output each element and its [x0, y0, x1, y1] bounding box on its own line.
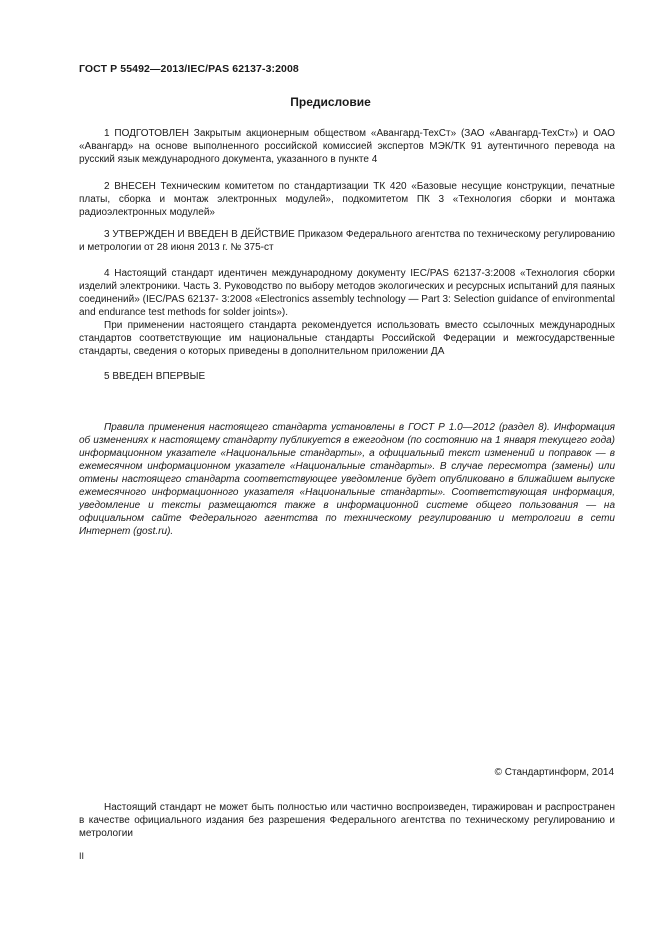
document-header: ГОСТ Р 55492—2013/IEC/PAS 62137-3:2008	[79, 63, 299, 75]
paragraph-approved: 3 УТВЕРЖДЕН И ВВЕДЕН В ДЕЙСТВИЕ Приказом Федерального агентства по техническому регулированию и метрологии от 28 июня 2013 г. № 375-ст	[79, 229, 615, 253]
paragraph-prepared-by: 1 ПОДГОТОВЛЕН Закрытым акционерным обществом «Авангард-ТехСт» (ЗАО «Авангард-ТехСт») и ОАО «Авангард» на основе выполненного российской комиссией экспертов МЭК/ТК 91 аутентичного перевода на русский язык международного документа, указанного в пункте 4	[79, 128, 615, 165]
paragraph-identical-standard: 4 Настоящий стандарт идентичен международному документу IEC/PAS 62137-3:2008 «Технология сборки изделий электроники. Часть 3. Руководство по выбору методов экологических и ресурсных испытаний для паяных соединений» (IEC/PAS 62137- 3:2008 «Electronics assembly technology — Part 3: Selection guidance of environmental and endurance test methods for solder joints»).	[79, 268, 615, 318]
copyright-line: © Стандартинформ, 2014	[494, 767, 614, 778]
paragraph-introduced-first: 5 ВВЕДЕН ВПЕРВЫЕ	[104, 371, 206, 382]
reproduction-notice: Настоящий стандарт не может быть полностью или частично воспроизведен, тиражирован и распространен в качестве официального издания без разрешения Федерального агентства по техническому регулированию и метрологии	[79, 802, 615, 839]
page-title: Предисловие	[290, 95, 371, 109]
paragraph-reference-standards: При применении настоящего стандарта рекомендуется использовать вместо ссылочных международных стандартов соответствующие им национальные стандарты Российской Федерации и межгосударственные стандарты, сведения о которых приведены в дополнительном приложении ДА	[79, 320, 615, 357]
application-rules-notice: Правила применения настоящего стандарта установлены в ГОСТ Р 1.0—2012 (раздел 8). Информация об изменениях к настоящему стандарту публикуется в ежегодном (по состоянию на 1 января текущего года) информационном указателе «Национальные стандарты», а официальный текст изменений и поправок — в ежемесячном информационном указателе «Национальные стандарты». В случае пересмотра (замены) или отмены настоящего стандарта соответствующее уведомление будет опубликовано в ближайшем выпуске ежемесячного информационного указателя «Национальные стандарты». Соответствующая информация, уведомление и тексты размещаются также в информационной системе общего пользования — на официальном сайте Федерального агентства по техническому регулированию и метрологии в сети Интернет (gost.ru).	[79, 422, 615, 537]
paragraph-introduced-by: 2 ВНЕСЕН Техническим комитетом по стандартизации ТК 420 «Базовые несущие конструкции, печатные платы, сборка и монтаж электронных модулей», подкомитетом ПК 3 «Технология сборки и монтажа радиоэлектронных модулей»	[79, 181, 615, 218]
page-number: II	[79, 851, 85, 861]
